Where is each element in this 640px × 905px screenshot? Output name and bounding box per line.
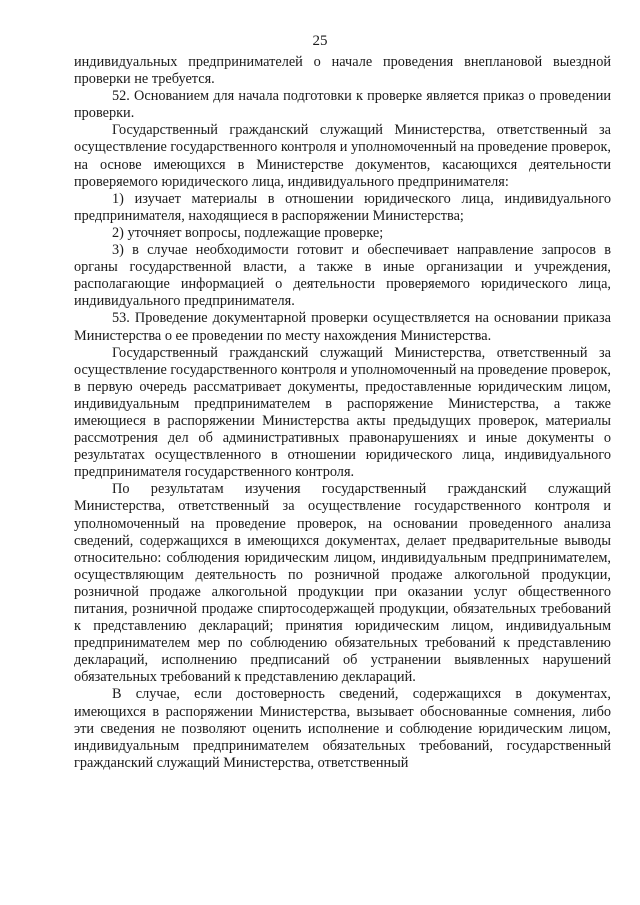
page-number: 25: [312, 33, 328, 49]
paragraph-doubtful-information: В случае, если достоверность сведений, содержащихся в документах, имеющихся в распоряжении Министерства, вызывает обоснованные сомнения, либо эти сведения не позволяют оценить исполнение и соблюдение юридическим лицом, индивидуальным предпринимателем обязательных требований, государственный гражданский служащий Министерства, ответственный: [74, 686, 611, 771]
paragraph-clause-52: 52. Основанием для начала подготовки к проверке является приказ о проведении проверки.: [74, 88, 611, 122]
paragraph-document-review: Государственный гражданский служащий Министерства, ответственный за осуществление государственного контроля и уполномоченный на проведение проверок, в первую очередь рассматривает документы, предоставленные юридическим лицом, индивидуальным предпринимателем в распоряжение Министерства, а также имеющиеся в распоряжении Министерства акты предыдущих проверок, материалы рассмотрения дел об административных правонарушениях и иные документы о результатах осуществленного в отношении юридического лица, индивидуального предпринимателя государственного контроля.: [74, 344, 611, 481]
list-item-3: 3) в случае необходимости готовит и обеспечивает направление запросов в органы государственной власти, а также в иные организации и учреждения, располагающие информацией о деятельности проверяемого юридического лица, индивидуального предпринимателя.: [74, 242, 611, 310]
paragraph-inspector-preparation: Государственный гражданский служащий Министерства, ответственный за осуществление государственного контроля и уполномоченный на проведение проверок, на основе имеющихся в Министерстве документов, касающихся деятельности проверяемого юридического лица, индивидуального предпринимателя:: [74, 122, 611, 190]
document-body: [74, 54, 611, 772]
paragraph-continuation: индивидуальных предпринимателей о начале проведения внеплановой выездной проверки не требуется.: [74, 54, 611, 88]
list-item-1: 1) изучает материалы в отношении юридического лица, индивидуального предпринимателя, находящиеся в распоряжении Министерства;: [74, 190, 611, 224]
paragraph-clause-53: 53. Проведение документарной проверки осуществляется на основании приказа Министерства о ее проведении по месту нахождения Министерства.: [74, 310, 611, 344]
paragraph-preliminary-conclusions: По результатам изучения государственный гражданский служащий Министерства, ответственный за осуществление государственного контроля и уполномоченный на проведение проверок, на основании проведенного анализа сведений, содержащихся в имеющихся документах, делает предварительные выводы относительно: соблюдения юридическим лицом, индивидуальным предпринимателем, осуществляющим деятельность по розничной продаже алкогольной продукции, розничной продаже алкогольной продукции при оказании услуг общественного питания, розничной продаже спиртосодержащей продукции, обязательных требований к представлению деклараций; принятия юридическим лицом, индивидуальным предпринимателем мер по соблюдению обязательных требований к представлению деклараций, исполнению предписаний об устранении выявленных нарушений обязательных требований к представлению деклараций.: [74, 481, 611, 686]
list-item-2: 2) уточняет вопросы, подлежащие проверке;: [112, 224, 384, 241]
